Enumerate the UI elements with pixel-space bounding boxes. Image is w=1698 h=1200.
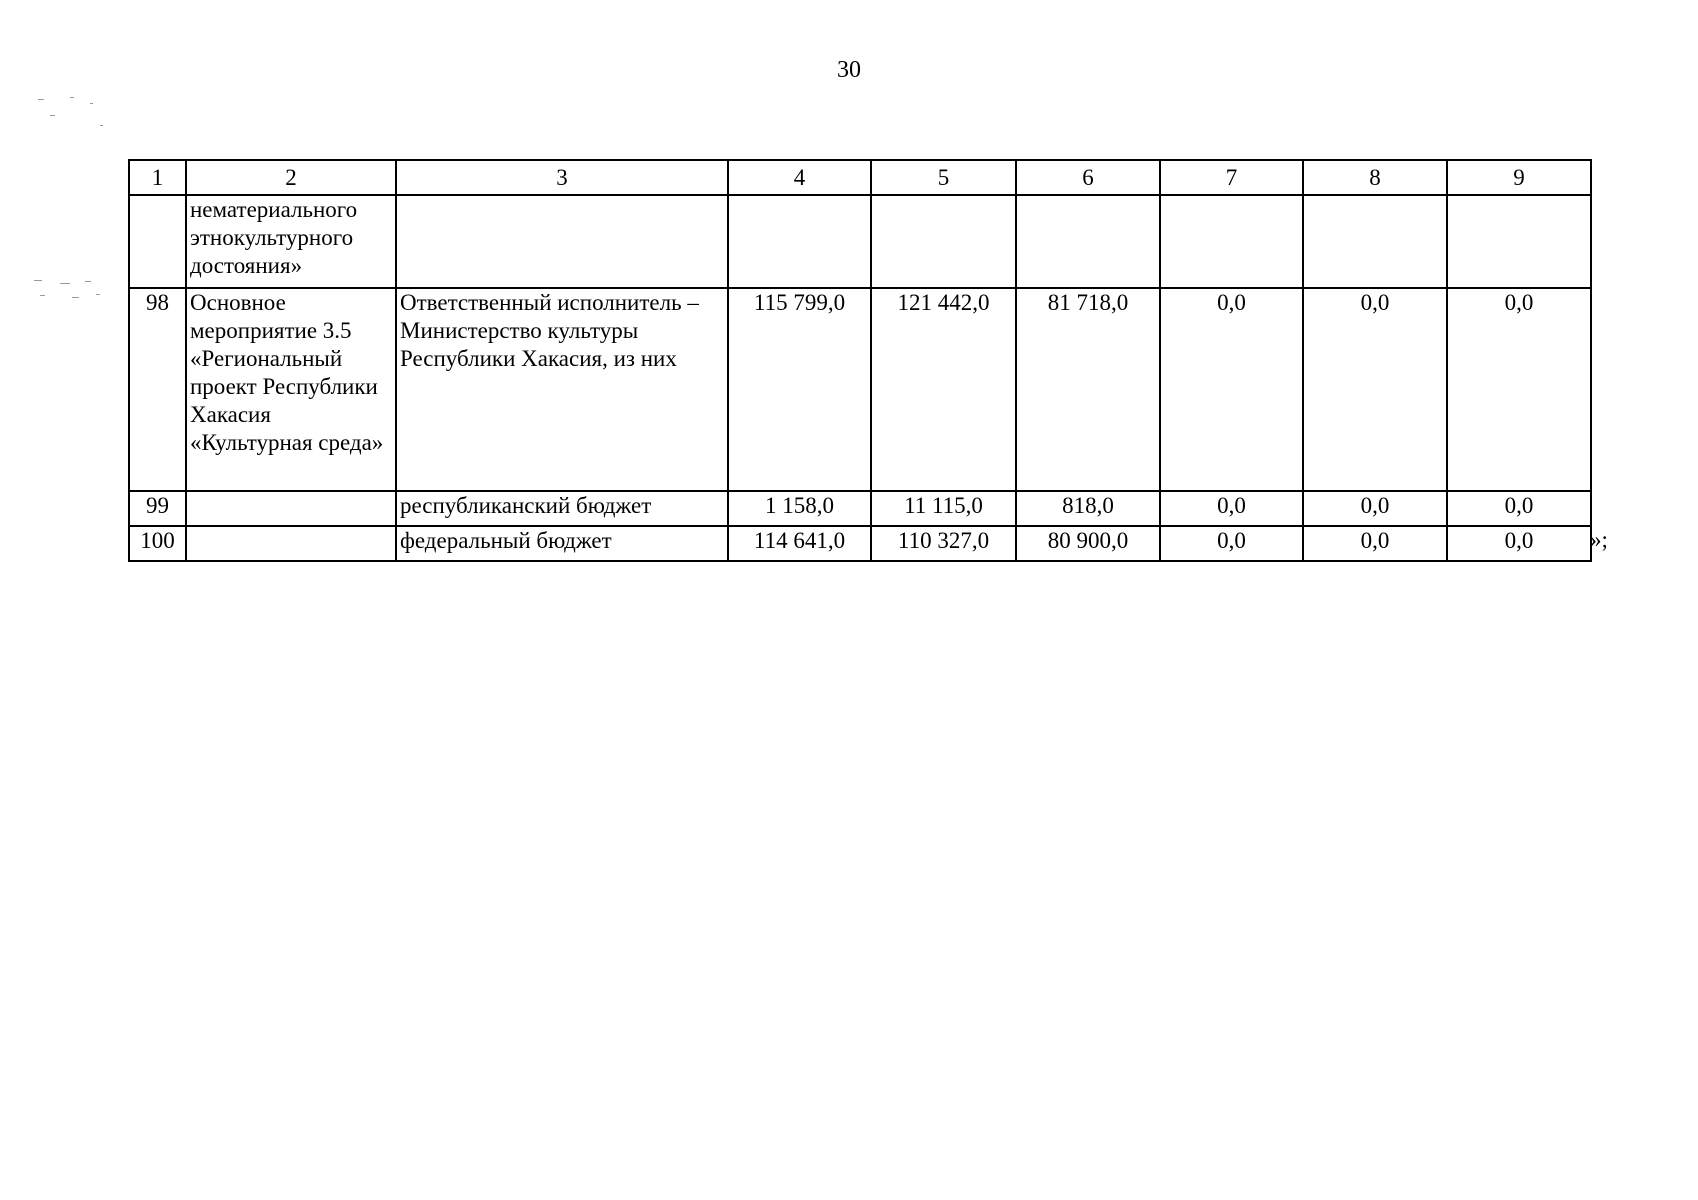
value-cell: 115 799,0 [728, 288, 871, 491]
value-cell: 0,0 [1303, 491, 1447, 526]
funding-source-cell: Ответственный исполнитель – Министерство культуры Республики Хакасия, из них [396, 288, 728, 491]
row-number-cell [129, 195, 186, 288]
value-cell: 0,0 [1160, 526, 1303, 561]
table-row [129, 195, 1591, 288]
event-name-cell: Основное мероприятие 3.5 «Региональный проект Республики Хакасия «Культурная среда» [186, 288, 396, 491]
value-cell: 81 718,0 [1016, 288, 1160, 491]
value-cell: 0,0 [1447, 288, 1591, 491]
value-cell [871, 195, 1016, 288]
scan-artifacts [30, 95, 110, 305]
header-cell: 2 [186, 160, 396, 195]
funding-source-cell: республиканский бюджет [396, 491, 728, 526]
value-cell: 0,0 [1160, 491, 1303, 526]
event-name-cell: нематериального этнокультурного достояния» [186, 195, 396, 288]
value-cell: 0,0 [1303, 526, 1447, 561]
closing-quote-mark: »; [1590, 527, 1608, 552]
table-row [129, 288, 1591, 491]
table-header-row [129, 160, 1591, 195]
value-cell [1160, 195, 1303, 288]
table-row [129, 526, 1591, 561]
value-cell: 121 442,0 [871, 288, 1016, 491]
row-number-cell: 98 [129, 288, 186, 491]
value-cell: 818,0 [1016, 491, 1160, 526]
header-cell: 3 [396, 160, 728, 195]
value-cell [1447, 195, 1591, 288]
value-cell: 0,0 [1447, 526, 1591, 561]
funding-source-cell [396, 195, 728, 288]
value-cell: 1 158,0 [728, 491, 871, 526]
header-cell: 5 [871, 160, 1016, 195]
value-cell: 0,0 [1303, 288, 1447, 491]
page-number: 30 [837, 57, 861, 83]
header-cell: 1 [129, 160, 186, 195]
value-cell: 11 115,0 [871, 491, 1016, 526]
header-cell: 7 [1160, 160, 1303, 195]
header-cell: 9 [1447, 160, 1591, 195]
value-cell [1303, 195, 1447, 288]
header-cell: 8 [1303, 160, 1447, 195]
budget-table [128, 159, 1592, 562]
value-cell: 114 641,0 [728, 526, 871, 561]
row-number-cell: 100 [129, 526, 186, 561]
row-number-cell: 99 [129, 491, 186, 526]
header-cell: 6 [1016, 160, 1160, 195]
header-cell: 4 [728, 160, 871, 195]
value-cell: 0,0 [1160, 288, 1303, 491]
value-cell [728, 195, 871, 288]
value-cell: 0,0 [1447, 491, 1591, 526]
value-cell: 110 327,0 [871, 526, 1016, 561]
event-name-cell [186, 526, 396, 561]
value-cell: 80 900,0 [1016, 526, 1160, 561]
value-cell [1016, 195, 1160, 288]
event-name-cell [186, 491, 396, 526]
funding-source-cell: федеральный бюджет [396, 526, 728, 561]
table-row [129, 491, 1591, 526]
